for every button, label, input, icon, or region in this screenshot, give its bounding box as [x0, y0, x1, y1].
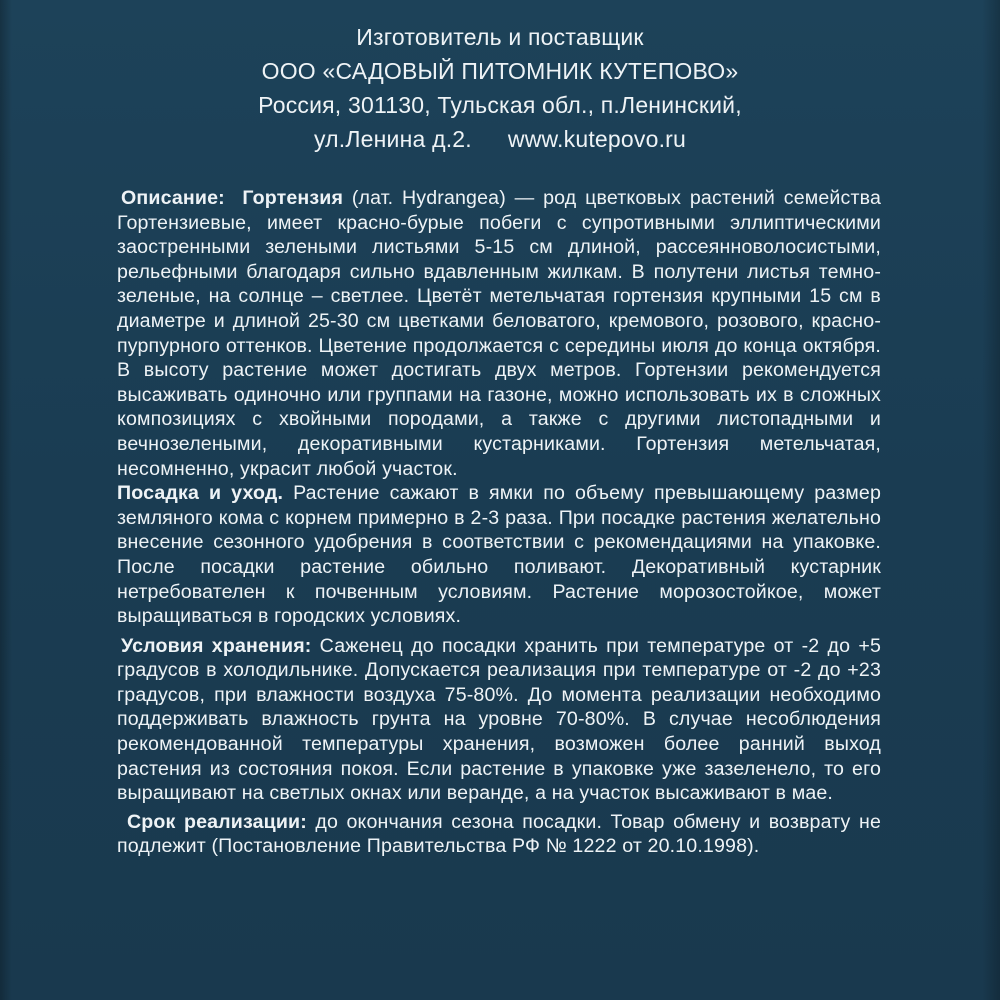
company-website: www.kutepovo.ru [507, 126, 687, 152]
plant-name: Гортензия [242, 187, 344, 209]
company-address-line1: Россия, 301130, Тульская обл., п.Ленинский, [258, 92, 742, 118]
term-heading: Срок реализации: [127, 810, 307, 833]
term-paragraph [117, 810, 881, 859]
product-info [117, 186, 881, 859]
planting-paragraph [117, 481, 881, 629]
description-text: (лат. Hydrangea) — род цветковых растений семейства Гортензиевые, имеет красно-бурые побеги с супротивными эллиптическими заостренными зелеными листьями 5-15 см длиной, рассеянноволосистыми, рельефными благодаря сильно вдавленным жилкам. В полутени листья темно-зеленые, на солнце – светлее. Цветёт метельчатая гортензия крупными 15 см в диаметре и длиной 25-30 см цветками беловатого, кремового, розового, красно-пурпурного оттенков. Цветение продолжается с середины июля до конца октября. В высоту растение может достигать двух метров. Гортензии рекомендуется высаживать одиночно или группами на газоне, можно использовать их в сложных композициях с хвойными породами, а также с другими листопадными и вечнозелеными, декоративными кустарниками. Гортензия метельчатая, несомненно, украсит любой участок. [117, 187, 881, 480]
manufacturer-header [0, 20, 1000, 156]
description-paragraph [117, 186, 881, 481]
description-heading: Описание: [121, 187, 225, 209]
storage-paragraph [117, 634, 881, 806]
planting-heading: Посадка и уход. [117, 482, 284, 505]
manufacturer-caption: Изготовитель и поставщик [356, 24, 644, 50]
company-name: ООО «САДОВЫЙ ПИТОМНИК КУТЕПОВО» [261, 58, 739, 84]
planting-text: Растение сажают в ямки по объему превышающему размер земляного кома с корнем примерно в 2-3 раза. При посадке растения желательно внесение сезонного удобрения в соответствии с рекомендациями на упаковке. После посадки растение обильно поливают. Декоративный кустарник нетребователен к почвенным условиям. Растение морозостойкое, может выращиваться в городских условиях. [117, 482, 881, 628]
company-address-line2 [0, 122, 1000, 156]
company-street: ул.Ленина д.2. [313, 126, 472, 152]
term-text: до окончания сезона посадки. Товар обмену и возврату не подлежит (Постановление Правительства РФ № 1222 от 20.10.1998). [117, 810, 881, 858]
storage-text: Саженец до посадки хранить при температуре от -2 до +5 градусов в холодильнике. Допускается реализация при температуре от -2 до +23 градусов, при влажности воздуха 75-80%. До момента реализации необходимо поддерживать влажность грунта на уровне 70-80%. В случае несоблюдения рекомендованной температуры хранения, возможен более ранний выход растения из состояния покоя. Если растение в упаковке уже зазеленело, то его выращивают на светлых окнах или веранде, а на участок высаживают в мае. [117, 634, 881, 805]
storage-heading: Условия хранения: [121, 634, 312, 657]
